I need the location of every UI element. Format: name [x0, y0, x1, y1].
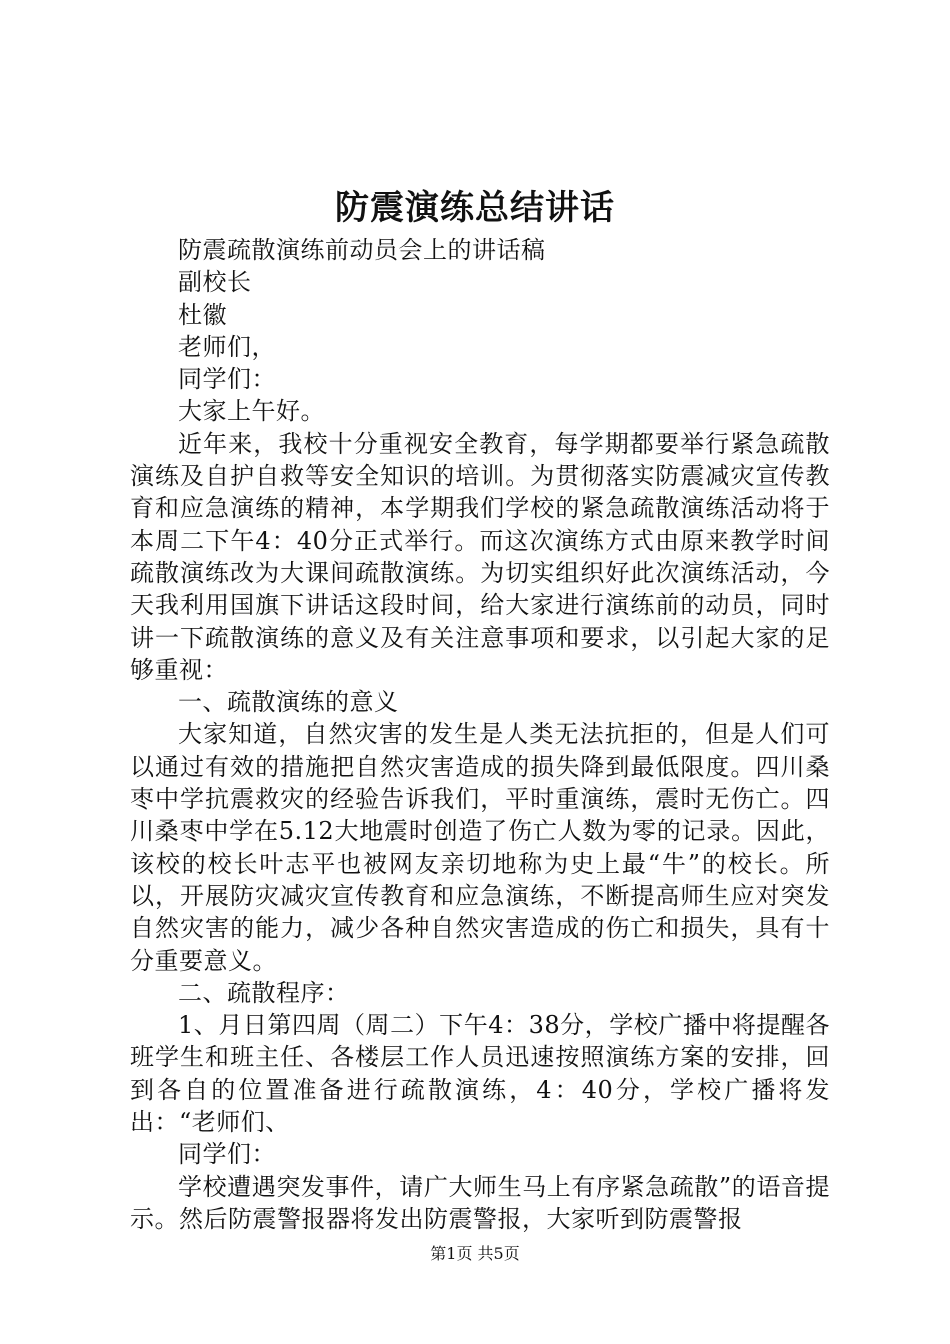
paragraph-intro: 近年来，我校十分重视安全教育，每学期都要举行紧急疏散演练及自护自救等安全知识的培训。为贯彻落实防震减灾宣传教育和应急演练的精神，本学期我们学校的紧急疏散演练活动将于本周二下午4：40分正式举行。而这次演练方式由原来教学时间疏散演练改为大课间疏散演练。为切实组织好此次演练活动，今天我利用国旗下讲话这段时间，给大家进行演练前的动员，同时讲一下疏散演练的意义及有关注意事项和要求，以引起大家的足够重视：	[130, 429, 830, 684]
page-footer: 第1页 共5页	[430, 1244, 520, 1263]
document-title: 防震演练总结讲话	[335, 188, 615, 228]
paragraph-alarm: 学校遭遇突发事件，请广大师生马上有序紧急疏散”的语音提示。然后防震警报器将发出防震警报，大家听到防震警报	[130, 1172, 830, 1233]
paragraph-greeting-morning: 大家上午好。	[178, 397, 325, 426]
paragraph-speaker-name: 杜徽	[178, 300, 227, 329]
paragraph-procedure-step1: 1、月日第四周（周二）下午4：38分，学校广播中将提醒各班学生和班主任、各楼层工作人员迅速按照演练方案的安排，回到各自的位置准备进行疏散演练，4：40分，学校广播将发出：“老师们、	[130, 1011, 830, 1137]
section-heading-significance: 一、疏散演练的意义	[178, 688, 399, 717]
section-heading-procedure: 二、疏散程序：	[178, 978, 350, 1007]
paragraph-greeting-teachers: 老师们，	[178, 332, 276, 361]
paragraph-subtitle: 防震疏散演练前动员会上的讲话稿	[178, 236, 546, 264]
paragraph-greeting-students: 同学们：	[178, 365, 276, 394]
paragraph-students: 同学们：	[178, 1140, 276, 1169]
paragraph-significance: 大家知道，自然灾害的发生是人类无法抗拒的，但是人们可以通过有效的措施把自然灾害造成的损失降到最低限度。四川桑枣中学抗震救灾的经验告诉我们，平时重演练，震时无伤亡。四川桑枣中学在5.12大地震时创造了伤亡人数为零的记录。因此，该校的校长叶志平也被网友亲切地称为史上最“牛”的校长。所以，开展防灾减灾宣传教育和应急演练，不断提高师生应对突发自然灾害的能力，减少各种自然灾害造成的伤亡和损失，具有十分重要意义。	[130, 720, 830, 975]
paragraph-speaker-role: 副校长	[178, 268, 252, 297]
document-body	[130, 234, 830, 1235]
